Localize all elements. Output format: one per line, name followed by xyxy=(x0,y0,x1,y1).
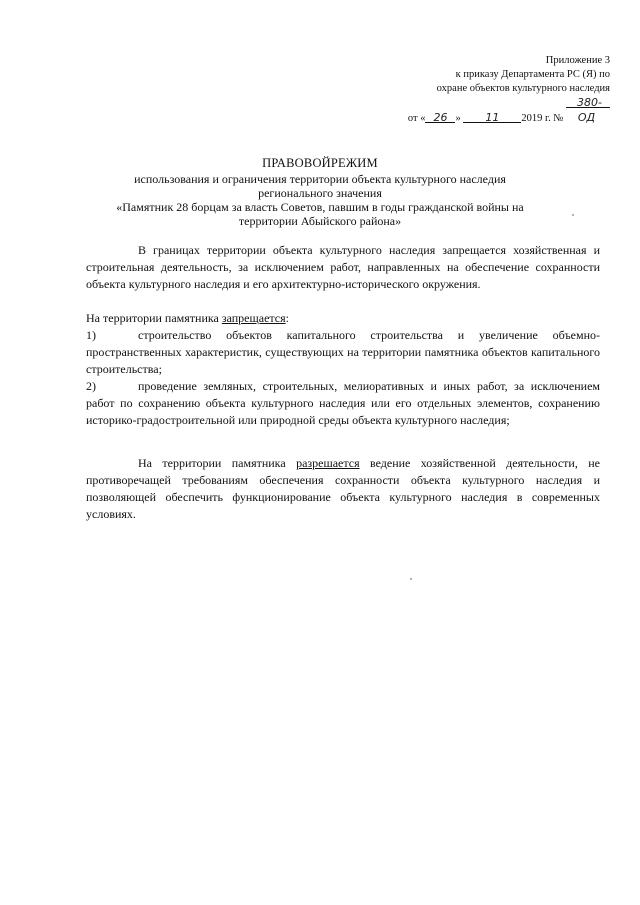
title-subtitle: использования и ограничения территории объекта культурного наследия регионального значения xyxy=(134,172,506,200)
scan-speck xyxy=(572,214,574,216)
appendix-department-line: охране объектов культурного наследия xyxy=(436,83,610,94)
appendix-order-line: к приказу Департамента РС (Я) по xyxy=(455,69,610,80)
year-text: 2019 г. № xyxy=(521,113,564,124)
day-field xyxy=(425,111,455,123)
day-handwritten: 26 xyxy=(433,111,448,124)
order-number-handwritten: 380-ОД xyxy=(577,96,602,124)
list-item-text: строительство объектов капитального строительства и увеличение объемно-пространственных характеристик, существующих на территории памятника объектов капитального строительства; xyxy=(86,328,600,376)
title-monument-name: «Памятник 28 борцам за власть Советов, павшим в годы гражданской войны на территории Абыйского района» xyxy=(116,200,524,228)
permission-prefix: На территории памятника xyxy=(138,456,297,470)
permission-text: ведение хозяйственной деятельности, не противоречащей требованиям обеспечения сохранности объекта культурного наследия и позволяющей обеспечить функционирование объекта культурного наследия в современных условиях. xyxy=(86,456,601,521)
appendix-number: Приложение 3 xyxy=(545,55,610,66)
list-item-number: 2) xyxy=(86,379,96,393)
appendix-header xyxy=(408,54,610,126)
appendix-date-line xyxy=(408,96,610,126)
prohibitions-intro xyxy=(86,310,600,327)
list-item-text: проведение земляных, строительных, мелиоративных и иных работ, за исключением работ по сохранению объекта культурного наследия или его отдельных элементов, сохранению историко-градостроительной или природной среды объекта культурного наследия; xyxy=(86,379,600,427)
date-mid: » xyxy=(455,113,461,124)
date-prefix: от « xyxy=(407,113,426,124)
scan-speck xyxy=(410,578,412,580)
list-item xyxy=(86,327,600,378)
month-field xyxy=(463,111,521,123)
document-title xyxy=(100,156,540,228)
list-item xyxy=(86,378,600,429)
paragraph-prohibition-general: В границах территории объекта культурного наследия запрещается хозяйственная и строительная деятельность, за исключением работ, направленных на обеспечение сохранности объекта культурного наследия и его архитектурно-исторического окружения. xyxy=(86,243,600,291)
intro-keyword: запрещается xyxy=(221,311,286,325)
paragraph-permission xyxy=(86,455,600,523)
order-number-field xyxy=(566,96,610,124)
list-item-number: 1) xyxy=(86,328,96,342)
intro-suffix: : xyxy=(285,311,289,325)
month-handwritten: 11 xyxy=(485,111,500,124)
title-main: ПРАВОВОЙРЕЖИМ xyxy=(262,156,378,170)
paragraph-prohibitions-list xyxy=(86,310,600,429)
permission-keyword: разрешается xyxy=(296,456,360,470)
intro-prefix: На территории памятника xyxy=(86,311,222,325)
